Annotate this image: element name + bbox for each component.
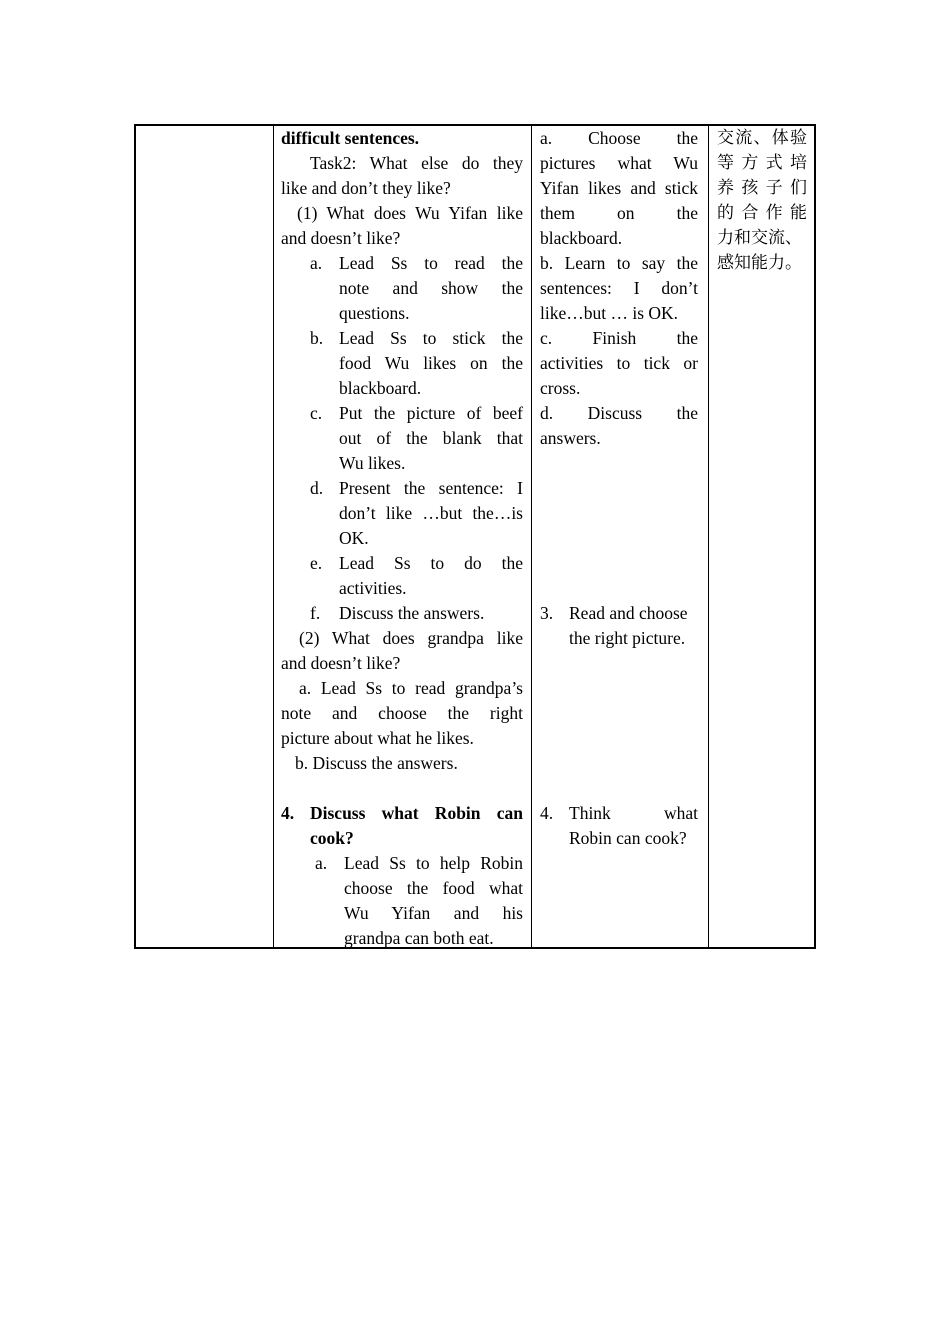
question-2-line: and doesn’t like?	[281, 653, 401, 673]
student-activity-text: the right picture.	[569, 628, 686, 648]
student-activity-text: sentences: I don’t	[540, 278, 698, 298]
list-marker: b.	[310, 328, 324, 348]
list-item-text: note and show the	[339, 278, 523, 298]
list-item-text: Lead Ss to read the	[339, 253, 523, 273]
list-marker: c.	[310, 403, 323, 423]
question-2-item-text: note and choose the right	[281, 703, 523, 723]
student-activity-text: c. Finish the	[540, 328, 698, 348]
table-column-teacher-activities	[274, 126, 532, 947]
list-item-text: don’t like …but the…is	[339, 503, 523, 523]
design-intent-text: 交流、体验	[717, 128, 807, 148]
list-item-text: blackboard.	[339, 378, 422, 398]
list-item-text: grandpa can both eat.	[344, 928, 494, 948]
student-activity-text: pictures what Wu	[540, 153, 698, 173]
list-item-text: Present the sentence: I	[339, 478, 523, 498]
question-2-line: (2) What does grandpa like	[299, 628, 523, 648]
step-4-marker: 4.	[281, 803, 295, 823]
student-activity-text: Think what	[569, 803, 698, 823]
student-activity-text: b. Learn to say the	[540, 253, 698, 273]
question-1-line: (1) What does Wu Yifan like	[297, 203, 523, 223]
question-2-item-text: a. Lead Ss to read grandpa’s	[299, 678, 523, 698]
question-1-line: and doesn’t like?	[281, 228, 401, 248]
list-item-text: choose the food what	[344, 878, 523, 898]
list-item-text: food Wu likes on the	[339, 353, 523, 373]
list-item-text: Discuss the answers.	[339, 603, 485, 623]
student-activity-text: blackboard.	[540, 228, 623, 248]
student-activity-text: answers.	[540, 428, 601, 448]
list-marker: d.	[310, 478, 324, 498]
table-column-stage	[136, 126, 274, 947]
design-intent-text: 感知能力。	[717, 253, 802, 273]
step-4-heading: Discuss what Robin can	[310, 803, 523, 823]
student-activity-text: d. Discuss the	[540, 403, 698, 423]
list-item-text: Wu likes.	[339, 453, 406, 473]
list-item-text: Wu Yifan and his	[344, 903, 523, 923]
section-heading: difficult sentences.	[281, 128, 420, 148]
list-marker: 3.	[540, 603, 554, 623]
student-activity-text: Read and choose	[569, 603, 688, 623]
list-item-text: questions.	[339, 303, 410, 323]
task2-line: Task2: What else do they	[310, 153, 523, 173]
list-item-text: OK.	[339, 528, 369, 548]
student-activity-text: Yifan likes and stick	[540, 178, 698, 198]
list-marker: f.	[310, 603, 321, 623]
design-intent-text: 的合作能	[717, 203, 807, 223]
list-item-text: Lead Ss to help Robin	[344, 853, 523, 873]
list-item-text: out of the blank that	[339, 428, 523, 448]
list-marker: a.	[315, 853, 328, 873]
design-intent-text: 养孩子们	[717, 178, 807, 198]
student-activity-text: cross.	[540, 378, 581, 398]
list-item-text: Put the picture of beef	[339, 403, 523, 423]
list-item-text: Lead Ss to do the	[339, 553, 523, 573]
student-activity-text: Robin can cook?	[569, 828, 687, 848]
step-4-heading: cook?	[310, 828, 354, 848]
table-column-student-activities	[532, 126, 709, 947]
list-item-text: activities.	[339, 578, 407, 598]
student-activity-text: like…but … is OK.	[540, 303, 679, 323]
student-activity-text: a. Choose the	[540, 128, 698, 148]
student-activity-text: activities to tick or	[540, 353, 698, 373]
lesson-plan-table	[134, 124, 816, 949]
list-marker: e.	[310, 553, 323, 573]
student-activity-text: them on the	[540, 203, 698, 223]
design-intent-text: 力和交流、	[717, 228, 802, 248]
question-2-item-text: b. Discuss the answers.	[295, 753, 458, 773]
design-intent-text: 等方式培	[717, 153, 807, 173]
list-marker: 4.	[540, 803, 554, 823]
table-column-design-intent	[709, 126, 816, 947]
task2-line: like and don’t they like?	[281, 178, 451, 198]
question-2-item-text: picture about what he likes.	[281, 728, 474, 748]
list-item-text: Lead Ss to stick the	[339, 328, 523, 348]
list-marker: a.	[310, 253, 323, 273]
